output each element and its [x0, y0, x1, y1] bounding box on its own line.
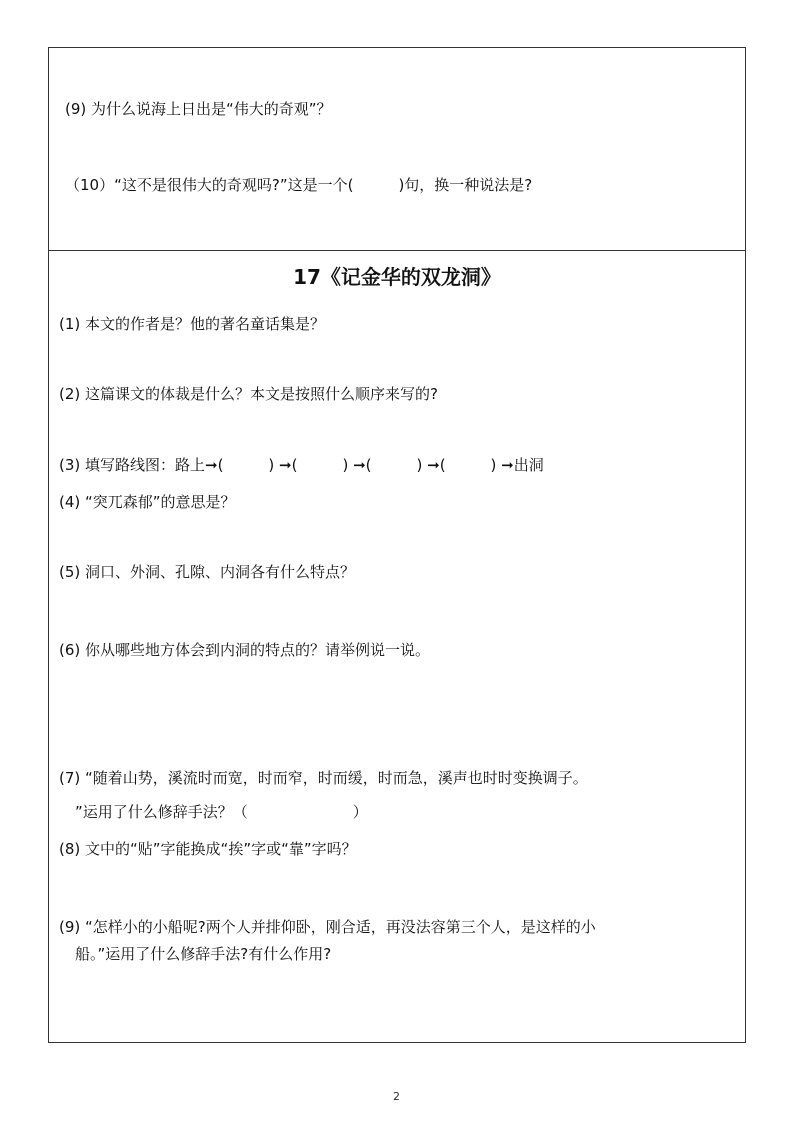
question-2: (2) 这篇课文的体裁是什么？本文是按照什么顺序来写的? — [59, 385, 438, 403]
question-5: (5) 洞口、外洞、孔隙、内洞各有什么特点？ — [59, 563, 356, 581]
question-1: (1) 本文的作者是？他的著名童话集是？ — [59, 315, 326, 333]
question-4: (4) “突兀森郁”的意思是？ — [59, 493, 236, 511]
question-9-line-2: 船。”运用了什么修辞手法?有什么作用? — [75, 945, 332, 963]
question-9-prev: (9) 为什么说海上日出是“伟大的奇观”？ — [65, 100, 332, 118]
question-6: (6) 你从哪些地方体会到内洞的特点的？请举例说一说。 — [59, 641, 431, 659]
question-9-line-1: (9) “怎样小的小船呢?两个人并排仰卧，刚合适，再没法容第三个人，是这样的小 — [59, 918, 596, 936]
lesson-title: 17《记金华的双龙洞》 — [293, 265, 501, 289]
page-number: 2 — [393, 1090, 400, 1103]
previous-section — [49, 48, 745, 251]
lesson-17-section — [49, 251, 745, 1042]
question-7-line-1: (7) “随着山势，溪流时而宽，时而窄，时而缓，时而急，溪声也时时变换调子。 — [59, 769, 588, 787]
question-3-route-map: (3) 填写路线图：路上➞( ) ➞( ) ➞( ) ➞( ) ➞出洞 — [59, 456, 544, 474]
question-8: (8) 文中的“贴”字能换成“挨”字或“靠”字吗？ — [59, 840, 357, 858]
question-10-prev: （10）“这不是很伟大的奇观吗?”这是一个( )句，换一种说法是? — [65, 176, 533, 194]
question-table — [48, 47, 746, 1043]
question-7-line-2: ”运用了什么修辞手法？（ ） — [75, 803, 368, 821]
